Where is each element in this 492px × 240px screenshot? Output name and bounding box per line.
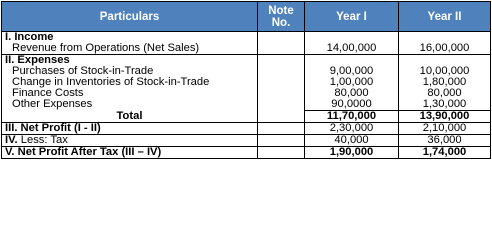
revenue-label: Revenue from Operations (Net Sales) [2, 43, 258, 55]
header-year1: Year I [305, 2, 399, 32]
other-y1: 90,0000 [305, 99, 399, 111]
npat-label: V. Net Profit After Tax (III – IV) [2, 147, 258, 159]
revenue-y1: 14,00,000 [305, 43, 399, 55]
row-total [2, 111, 491, 123]
tax-y2: 36,000 [399, 135, 491, 147]
total-label: Total [2, 111, 258, 123]
profit-loss-table [1, 1, 491, 159]
netprofit-y2: 2,10,000 [399, 123, 491, 135]
tax-label [2, 135, 258, 147]
npat-y1: 1,90,000 [305, 147, 399, 159]
change-y1: 1,00,000 [305, 77, 399, 88]
row-net-profit [2, 123, 491, 135]
npat-y2: 1,74,000 [399, 147, 491, 159]
other-label: Other Expenses [2, 99, 258, 111]
other-y2: 1,30,000 [399, 99, 491, 111]
finance-y2: 80,000 [399, 88, 491, 99]
header-particulars: Particulars [2, 2, 258, 32]
expenses-heading: II. Expenses [2, 55, 258, 67]
total-y1: 11,70,000 [305, 111, 399, 123]
purchases-y2: 10,00,000 [399, 66, 491, 77]
change-y2: 1,80,000 [399, 77, 491, 88]
header-row [2, 2, 491, 32]
total-y2: 13,90,000 [399, 111, 491, 123]
row-tax [2, 135, 491, 147]
change-label: Change in Inventories of Stock-in-Trade [2, 77, 258, 88]
row-revenue [2, 43, 491, 55]
row-other-expenses [2, 99, 491, 111]
netprofit-y1: 2,30,000 [305, 123, 399, 135]
finance-y1: 80,000 [305, 88, 399, 99]
tax-y1: 40,000 [305, 135, 399, 147]
tax-label-text: Less: Tax [17, 134, 68, 146]
header-year2: Year II [399, 2, 491, 32]
header-note-no: Note No. [258, 2, 305, 32]
purchases-y1: 9,00,000 [305, 66, 399, 77]
income-heading: I. Income [2, 32, 258, 44]
purchases-label: Purchases of Stock-in-Trade [2, 66, 258, 77]
revenue-y2: 16,00,000 [399, 43, 491, 55]
tax-label-numeral: IV. [5, 134, 18, 146]
finance-label: Finance Costs [2, 88, 258, 99]
row-npat [2, 147, 491, 159]
netprofit-label: III. Net Profit (I - II) [2, 123, 258, 135]
